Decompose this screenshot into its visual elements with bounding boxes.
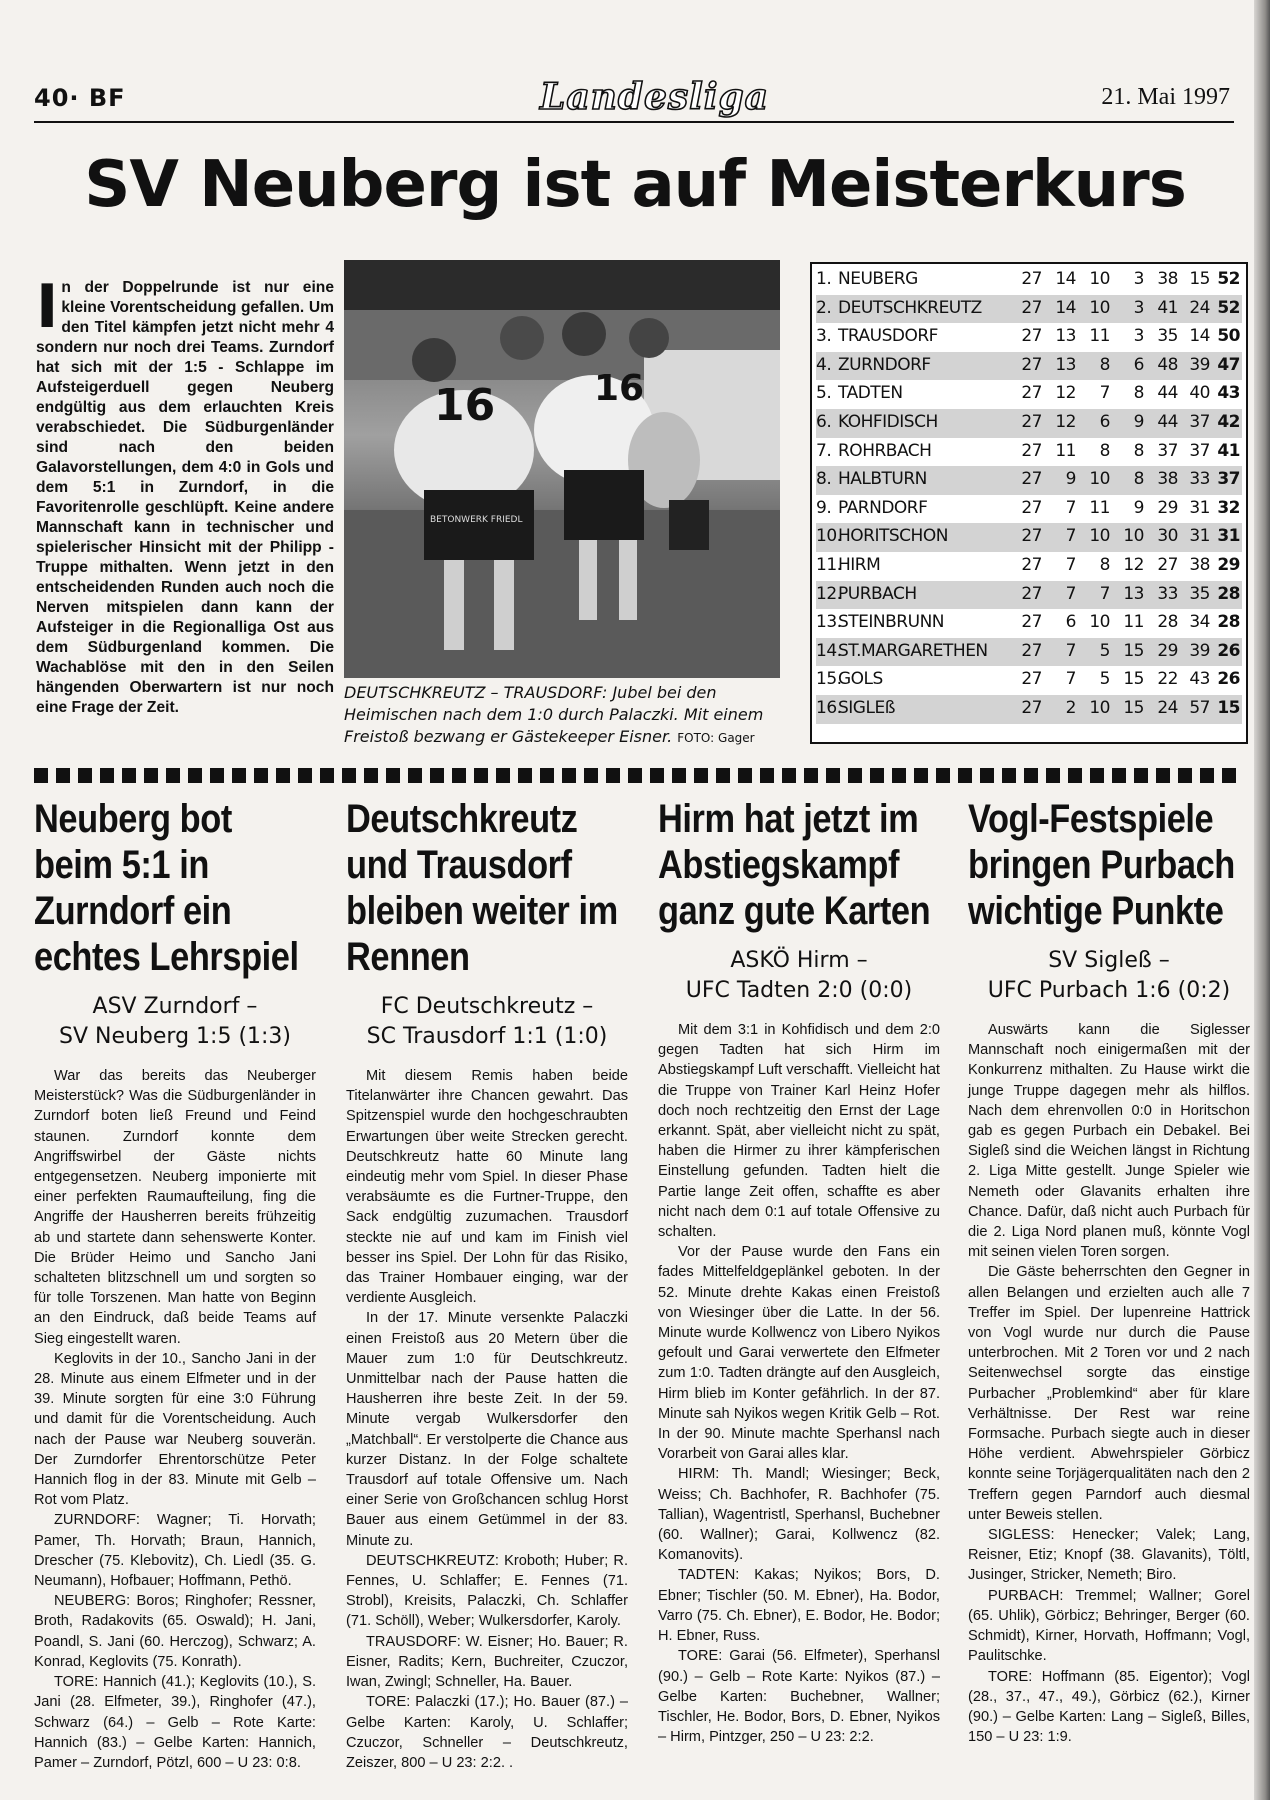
article-hirm-tadten [658,796,940,1747]
standings-row: 8. HALBTURN 27 9 10 8 38 33 37 [816,466,1242,495]
article-headline: Neuberg bot beim 5:1 in Zurndorf ein echtes Lehrspiel [34,797,299,979]
match-result: ASKÖ Hirm – UFC Tadten 2:0 (0:0) [685,948,913,1003]
match-photo [344,260,780,678]
lead-dropcap: I [36,278,59,342]
standings-row: 3. TRAUSDORF 27 13 11 3 35 14 50 [816,326,1240,347]
article-headline: Vogl-Festspiele bringen Purbach wichtige Punkte [968,797,1235,933]
article-body: Mit diesem Remis haben beide Titelanwärter ihre Chancen gewahrt. Das Spitzenspiel wurde den hochgeschraubten Erwartungen über weite Strecken gerecht. Deutschkreutz hatte 60 Minute lang eindeutig mehr vom Spiel. In dieser Phase verabsäumte es die Furtner-Truppe, den Sack endgültig zuzumachen. Trausdorf steckte nie auf und kam im Finish viel besser ins Spiel. Der Lohn für das Risiko, das Trainer Hombauer einging, war der verdiente Ausgleich. In der 17. Minute versenkte Palaczki einen Freistoß aus 20 Metern über die Mauer zum 1:0 für Deutschkreutz. Unmittelbar nach der Pause hatten die Hausherren ihre beste Zeit. In der 59. Minute vergab Wulkersdorfer den „Matchball“. Er verstolperte die Chance aus kurzer Distanz. In der Folge schaltete Trausdorf auf totale Offensive um. Nach einer Serie von Großchancen schlug Horst Bauer aus einem Getümmel in der 83. Minute zu. DEUTSCHKREUTZ: Kroboth; Huber; R. Fennes, U. Schlaffer; E. Fennes (71. Strobl), Kreisits, Palaczki, Ch. Schlaffer (71. Schöll), Weber; Wulkersdorfer, Karoly. TRAUSDORF: W. Eisner; Ho. Bauer; R. Eisner, Radits; Kern, Buchreiter, Czuczor, Iwan, Zwingl; Schneller, Ha. Bauer. TORE: Palaczki (17.); Ho. Bauer (87.) – Gelbe Karten: Karoly, U. Schlaffer; Czuczor, Schneller – Deutschkreutz, Zeiszer, 800 – U 23: 2:2. . [346,1068,628,1771]
article-deutschkreutz-trausdorf [346,796,628,1773]
standings-row: 12. PURBACH 27 7 7 13 33 35 28 [816,581,1242,610]
dotted-divider [34,768,1244,783]
lead-paragraph [36,278,334,748]
match-result: FC Deutschkreutz – SC Trausdorf 1:1 (1:0) [366,994,608,1049]
photo-illustration [344,260,780,678]
page-seam [1254,0,1270,1800]
standings-table [810,262,1248,744]
header-divider [34,121,1234,123]
article-headline: Hirm hat jetzt im Abstiegskampf ganz gute Karten [658,797,931,933]
standings-row: 16. SIGLEß 27 2 10 15 24 57 15 [816,695,1242,724]
main-headline: SV Neuberg ist auf Meisterkurs [84,148,1186,222]
match-result: SV Sigleß – UFC Purbach 1:6 (0:2) [987,948,1231,1003]
article-headline: Deutschkreutz und Trausdorf bleiben weiter im Rennen [346,797,618,979]
standings-row: 13. STEINBRUNN 27 6 10 11 28 34 28 [816,612,1240,633]
shorts-sponsor: BETONWERK FRIEDL [430,515,523,525]
standings-row: 9. PARNDORF 27 7 11 9 29 31 32 [816,497,1240,518]
standings-row: 6. KOHFIDISCH 27 12 6 9 44 37 42 [816,409,1242,438]
lead-text: n der Doppelrunde ist nur eine kleine Vorentscheidung gefallen. Um den Titel kämpfen jetzt nicht mehr 4 sondern nur noch drei Teams. Zurndorf hat sich mit der 1:5 - Schlappe im Aufsteigerduell gegen Neuberg endgültig aus dem erlauchten Kreis verabschiedet. Die Südburgenländer sind nach den beiden Galavorstellungen, dem 4:0 in Gols und dem 5:1 in Zurndorf, in die Favoritenrolle geschlüpft. Keine andere Mannschaft kann in technischer und spielerischer Hinsicht mit der Philipp - Truppe mithalten. Wenn jetzt in den entscheidenden Runden auch noch die Nerven mitspielen dann kann der Aufsteiger in die Regionalliga Ost aus dem Südburgenland kommen. Die Wachablöse mit den in den Seilen hängenden Oberwartern ist nur noch eine Frage der Zeit. [36,279,334,716]
section-title: Landesliga [540,76,770,118]
standings-row: 10. HORITSCHON 27 7 10 10 30 31 31 [816,523,1242,552]
standings-row: 14. ST.MARGARETHEN 27 7 5 15 29 39 26 [816,638,1242,667]
article-zurndorf-neuberg [34,796,316,1773]
caption-text: DEUTSCHKREUTZ – TRAUSDORF: Jubel bei den Heimischen nach dem 1:0 durch Palaczki. Mit einem Freistoß bezwang er Gästekeeper Eisner. [344,683,764,746]
page-label: 40· BF [34,84,126,112]
article-body: Auswärts kann die Siglesser Mannschaft noch einigermaßen mit der Konkurrenz mithalten. Zu Hause wirkt die junge Truppe dagegen mehr als hilflos. Nach dem ehrenvollen 0:0 in Horitschon gab es gegen Purbach ein Debakel. Bei Sigleß sind die Weichen längst in Richtung 2. Liga Mitte gestellt. Junge Spieler wie Nemeth oder Glavanits erhalten ihre Chance. Dafür, daß nicht auch Purbach für die 2. Liga Nord planen muß, könnte Vogl mit seinen vielen Toren sorgen. Die Gäste beherrschten den Gegner in allen Belangen und erzielten auch alle 7 Treffer im Spiel. Der lupenreine Hattrick von Vogl wurde nur durch die Pause unterbrochen. Mit 2 Toren vor und 2 nach Seitenwechsel sorgte das einstige Purbacher „Problemkind“ aber für klare Verhältnisse. Der Rest war reine Formsache. Purbach siegte auch in dieser Höhe verdient. Abwehrspieler Görbicz konnte seine Torjägerqualitäten nach den 2 Treffern gegen Parndorf auch diesmal unter Beweis stellen. SIGLESS: Henecker; Valek; Lang, Reisner, Etiz; Knopf (38. Glavanits), Töltl, Jusinger, Stricker, Nemeth; Biro. PURBACH: Tremmel; Wallner; Gorel (65. Uhlik), Görbicz; Behringer, Berger (60. Schmidt), Kirner, Horvath, Hoffmann; Vogl, Paulitschke. TORE: Hoffmann (85. Eigentor); Vogl (28., 37., 47., 49.), Görbicz (62.), Kirner (90.) – Gelbe Karten: Lang – Sigleß, Billes, 150 – U 23: 1:9. [968,1022,1250,1746]
match-result: ASV Zurndorf – SV Neuberg 1:5 (1:3) [58,994,292,1049]
standings-row: 2. DEUTSCHKREUTZ 27 14 10 3 41 24 52 [816,295,1242,324]
jersey-number-right: 16 [594,368,645,409]
standings-row: 5. TADTEN 27 12 7 8 44 40 43 [816,383,1240,404]
issue-date: 21. Mai 1997 [1101,84,1230,110]
standings-row: 1. NEUBERG 27 14 10 3 38 15 52 [816,269,1240,289]
standings-row: 15. GOLS 27 7 5 15 22 43 26 [816,669,1240,690]
standings-row: 4. ZURNDORF 27 13 8 6 48 39 47 [816,352,1242,381]
jersey-number-left: 16 [434,380,496,431]
article-body: Mit dem 3:1 in Kohfidisch und dem 2:0 gegen Tadten hat sich Hirm im Abstiegskampf Luft verschafft. Vielleicht hat die Truppe von Trainer Karl Heinz Hofer doch noch rechtzeitig den Ernst der Lage erkannt. Spät, aber vielleicht nicht zu spät, haben die Hirmer zu ihrer kämpferischen Einstellung gefunden. Tadten hielt die Partie lange Zeit offen, schaffte es aber nicht nach dem 0:1 auf totale Offensive zu schalten. Vor der Pause wurde den Fans ein fades Mittelfeldgeplänkel geboten. In der 52. Minute drehte Kakas einen Freistoß von Wiesinger über die Latte. In der 56. Minute wurde Kollwencz von Libero Nyikos gefoult und Garai verwertete den Elfmeter zum 1:0. Tadten drängte auf den Ausgleich, Hirm blieb im Konter gefährlich. In der 87. Minute sah Nyikos wegen Kritik Gelb – Rot. In der 90. Minute machte Sperhansl nach Vorarbeit von Garai alles klar. HIRM: Th. Mandl; Wiesinger; Beck, Weiss; Ch. Bachhofer, R. Bachhofer (75. Tallian), Wagentristl, Sperhansl, Buchebner (60. Wallner); Garai, Kollwencz (82. Komanovits). TADTEN: Kakas; Nyikos; Bors, D. Ebner; Tischler (50. M. Ebner), Ha. Bodor, Varro (75. Ch. Ebner), E. Bodor, He. Bodor; H. Ebner, Russ. TORE: Garai (56. Elfmeter), Sperhansl (90.) – Gelb – Rote Karte: Nyikos (87.) – Gelbe Karten: Buchebner, Wallner; Tischler, He. Bodor, Bors, D. Ebner, Nyikos – Hirm, Pintzger, 250 – U 23: 2:2. [658,1022,940,1746]
standings-row: 7. ROHRBACH 27 11 8 8 37 37 41 [816,440,1240,461]
photo-credit: FOTO: Gager [677,731,755,745]
article-sigless-purbach [968,796,1250,1747]
standings-row: 11. HIRM 27 7 8 12 27 38 29 [816,555,1240,575]
article-body: War das bereits das Neuberger Meisterstück? Was die Südburgenländer in Zurndorf boten ließ Freund und Feind staunen. Zurndorf konnte dem Angriffswirbel der Gäste nichts entgegensetzen. Neuberg imponierte mit einer perfekten Raumaufteilung, fing die Angriffe der Hausherren bereits frühzeitig ab und startete dann sehenswerte Konter. Die Brüder Heimo und Sancho Jani schalteten blitzschnell um und sorgten so für tolle Torszenen. Man hatte von Beginn an den Eindruck, daß beide Teams auf Sieg eingestellt waren. Keglovits in der 10., Sancho Jani in der 28. Minute aus einem Elfmeter und in der 39. Minute sorgten für eine 3:0 Führung und damit für die Vorentscheidung. Auch nach der Pause war Neuberg souverän. Der Zurndorfer Ehrentorschütze Peter Hannich flog in der 83. Minute mit Gelb – Rot vom Platz. ZURNDORF: Wagner; Ti. Horvath; Pamer, Th. Horvath; Braun, Hannich, Drescher (75. Klebovitz), Ch. Liedl (35. G. Neumann), Hofbauer; Hoffmann, Pethö. NEUBERG: Boros; Ringhofer; Ressner, Broth, Radakovits (65. Oswald); H. Jani, Poandl, S. Jani (60. Herczog), Schwarz; A. Konrad, Keglovits (75. Konrath). TORE: Hannich (41.); Keglovits (10.), S. Jani (28. Elfmeter, 39.), Ringhofer (47.), Schwarz (64.) – Gelb – Rote Karte: Hannich (83.) – Gelbe Karten: Hannich, Pamer – Zurndorf, Pötzl, 600 – U 23: 0:8. [34,1068,316,1771]
photo-caption [344,682,784,748]
